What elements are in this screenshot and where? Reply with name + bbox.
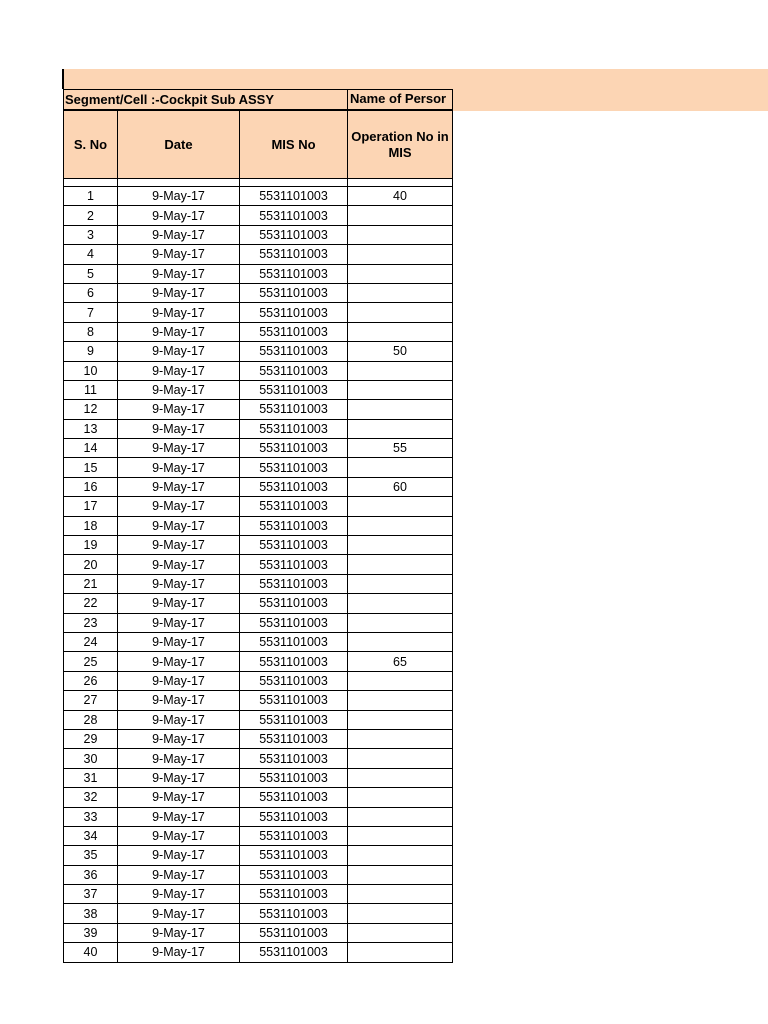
table-row — [64, 788, 453, 807]
operation-no-cell — [348, 555, 453, 574]
sno-cell: 25 — [64, 652, 118, 671]
sno-cell: 20 — [64, 555, 118, 574]
operation-no-cell — [348, 885, 453, 904]
mis-no-cell: 5531101003 — [240, 846, 348, 865]
sno-cell: 29 — [64, 729, 118, 748]
mis-no-cell: 5531101003 — [240, 458, 348, 477]
date-cell: 9-May-17 — [118, 380, 240, 399]
mis-no-cell: 5531101003 — [240, 206, 348, 225]
operation-no-cell — [348, 943, 453, 962]
table-row — [64, 225, 453, 244]
mis-no-cell: 5531101003 — [240, 380, 348, 399]
band-left-border — [62, 69, 64, 89]
date-cell: 9-May-17 — [118, 303, 240, 322]
table-row — [64, 206, 453, 225]
mis-no-cell: 5531101003 — [240, 574, 348, 593]
date-cell: 9-May-17 — [118, 749, 240, 768]
table-row — [64, 885, 453, 904]
operation-no-cell — [348, 361, 453, 380]
sno-cell: 1 — [64, 187, 118, 206]
table-header-row — [64, 111, 453, 179]
mis-no-cell: 5531101003 — [240, 885, 348, 904]
date-cell: 9-May-17 — [118, 245, 240, 264]
operation-no-cell — [348, 788, 453, 807]
date-cell: 9-May-17 — [118, 904, 240, 923]
sno-cell: 40 — [64, 943, 118, 962]
operation-no-cell — [348, 671, 453, 690]
mis-no-cell: 5531101003 — [240, 400, 348, 419]
mis-no-cell: 5531101003 — [240, 807, 348, 826]
operation-no-cell — [348, 516, 453, 535]
segment-cell-label: Segment/Cell :-Cockpit Sub ASSY — [63, 89, 347, 110]
date-cell: 9-May-17 — [118, 826, 240, 845]
table-row — [64, 419, 453, 438]
sno-cell: 10 — [64, 361, 118, 380]
sno-cell: 8 — [64, 322, 118, 341]
operation-no-cell — [348, 729, 453, 748]
date-cell: 9-May-17 — [118, 536, 240, 555]
mis-no-cell: 5531101003 — [240, 768, 348, 787]
sno-cell: 27 — [64, 691, 118, 710]
spacer-cell — [348, 179, 453, 187]
operation-no-cell: 60 — [348, 477, 453, 496]
mis-no-cell: 5531101003 — [240, 613, 348, 632]
date-cell: 9-May-17 — [118, 497, 240, 516]
date-cell: 9-May-17 — [118, 477, 240, 496]
operation-no-cell — [348, 245, 453, 264]
mis-no-cell: 5531101003 — [240, 342, 348, 361]
header-spacer-row — [64, 179, 453, 187]
date-cell: 9-May-17 — [118, 594, 240, 613]
mis-no-cell: 5531101003 — [240, 536, 348, 555]
column-header-sno: S. No — [64, 111, 118, 179]
operation-no-cell — [348, 826, 453, 845]
date-cell: 9-May-17 — [118, 768, 240, 787]
table-row — [64, 768, 453, 787]
operation-no-cell — [348, 400, 453, 419]
sno-cell: 33 — [64, 807, 118, 826]
table-row — [64, 574, 453, 593]
table-row — [64, 342, 453, 361]
table-row — [64, 322, 453, 341]
operation-no-cell — [348, 419, 453, 438]
sno-cell: 12 — [64, 400, 118, 419]
date-cell: 9-May-17 — [118, 671, 240, 690]
operation-no-cell: 55 — [348, 439, 453, 458]
operation-no-cell — [348, 846, 453, 865]
date-cell: 9-May-17 — [118, 458, 240, 477]
date-cell: 9-May-17 — [118, 846, 240, 865]
sno-cell: 22 — [64, 594, 118, 613]
sno-cell: 38 — [64, 904, 118, 923]
table-row — [64, 400, 453, 419]
mis-no-cell: 5531101003 — [240, 497, 348, 516]
date-cell: 9-May-17 — [118, 729, 240, 748]
sno-cell: 37 — [64, 885, 118, 904]
sno-cell: 32 — [64, 788, 118, 807]
sno-cell: 24 — [64, 632, 118, 651]
operation-no-cell — [348, 322, 453, 341]
table-row — [64, 380, 453, 399]
table-row — [64, 264, 453, 283]
mis-no-cell: 5531101003 — [240, 322, 348, 341]
sno-cell: 2 — [64, 206, 118, 225]
operation-no-cell — [348, 380, 453, 399]
table-row — [64, 245, 453, 264]
operation-no-cell — [348, 536, 453, 555]
table-row — [64, 691, 453, 710]
mis-no-cell: 5531101003 — [240, 361, 348, 380]
mis-no-cell: 5531101003 — [240, 477, 348, 496]
sno-cell: 13 — [64, 419, 118, 438]
table-row — [64, 652, 453, 671]
mis-no-cell: 5531101003 — [240, 923, 348, 942]
operation-no-cell — [348, 225, 453, 244]
table-row — [64, 749, 453, 768]
operation-no-cell — [348, 923, 453, 942]
date-cell: 9-May-17 — [118, 225, 240, 244]
table-row — [64, 187, 453, 206]
date-cell: 9-May-17 — [118, 652, 240, 671]
sno-cell: 31 — [64, 768, 118, 787]
operation-no-cell — [348, 303, 453, 322]
sno-cell: 34 — [64, 826, 118, 845]
date-cell: 9-May-17 — [118, 322, 240, 341]
operation-no-cell — [348, 458, 453, 477]
table-row — [64, 865, 453, 884]
mis-no-cell: 5531101003 — [240, 419, 348, 438]
operation-no-cell — [348, 574, 453, 593]
date-cell: 9-May-17 — [118, 283, 240, 302]
table-row — [64, 283, 453, 302]
spacer-cell — [64, 179, 118, 187]
operation-no-cell: 65 — [348, 652, 453, 671]
date-cell: 9-May-17 — [118, 574, 240, 593]
data-table — [63, 110, 453, 963]
table-row — [64, 826, 453, 845]
date-cell: 9-May-17 — [118, 807, 240, 826]
sno-cell: 18 — [64, 516, 118, 535]
mis-no-cell: 5531101003 — [240, 303, 348, 322]
operation-no-cell — [348, 283, 453, 302]
operation-no-cell — [348, 497, 453, 516]
sno-cell: 14 — [64, 439, 118, 458]
date-cell: 9-May-17 — [118, 788, 240, 807]
table-row — [64, 923, 453, 942]
mis-no-cell: 5531101003 — [240, 691, 348, 710]
date-cell: 9-May-17 — [118, 419, 240, 438]
mis-no-cell: 5531101003 — [240, 865, 348, 884]
mis-no-cell: 5531101003 — [240, 594, 348, 613]
mis-no-cell: 5531101003 — [240, 632, 348, 651]
sno-cell: 9 — [64, 342, 118, 361]
date-cell: 9-May-17 — [118, 555, 240, 574]
mis-no-cell: 5531101003 — [240, 439, 348, 458]
date-cell: 9-May-17 — [118, 923, 240, 942]
table-row — [64, 303, 453, 322]
sno-cell: 21 — [64, 574, 118, 593]
date-cell: 9-May-17 — [118, 885, 240, 904]
table-row — [64, 536, 453, 555]
table-row — [64, 943, 453, 962]
mis-no-cell: 5531101003 — [240, 788, 348, 807]
sno-cell: 7 — [64, 303, 118, 322]
sno-cell: 39 — [64, 923, 118, 942]
column-header-operation-no: Operation No in MIS — [348, 111, 453, 179]
mis-no-cell: 5531101003 — [240, 710, 348, 729]
table-row — [64, 632, 453, 651]
operation-no-cell — [348, 691, 453, 710]
operation-no-cell — [348, 768, 453, 787]
date-cell: 9-May-17 — [118, 865, 240, 884]
sno-cell: 4 — [64, 245, 118, 264]
operation-no-cell: 50 — [348, 342, 453, 361]
mis-no-cell: 5531101003 — [240, 225, 348, 244]
operation-no-cell — [348, 206, 453, 225]
spacer-cell — [118, 179, 240, 187]
date-cell: 9-May-17 — [118, 187, 240, 206]
person-name-label: Name of Persor — [347, 89, 453, 110]
sno-cell: 35 — [64, 846, 118, 865]
sno-cell: 23 — [64, 613, 118, 632]
sno-cell: 16 — [64, 477, 118, 496]
sno-cell: 30 — [64, 749, 118, 768]
mis-no-cell: 5531101003 — [240, 826, 348, 845]
table-row — [64, 671, 453, 690]
mis-no-cell: 5531101003 — [240, 749, 348, 768]
mis-no-cell: 5531101003 — [240, 652, 348, 671]
mis-no-cell: 5531101003 — [240, 283, 348, 302]
mis-no-cell: 5531101003 — [240, 187, 348, 206]
sno-cell: 3 — [64, 225, 118, 244]
operation-no-cell — [348, 749, 453, 768]
sno-cell: 26 — [64, 671, 118, 690]
date-cell: 9-May-17 — [118, 516, 240, 535]
table-row — [64, 846, 453, 865]
operation-no-cell — [348, 865, 453, 884]
sno-cell: 11 — [64, 380, 118, 399]
mis-no-cell: 5531101003 — [240, 264, 348, 283]
date-cell: 9-May-17 — [118, 691, 240, 710]
table-row — [64, 555, 453, 574]
sno-cell: 5 — [64, 264, 118, 283]
sno-cell: 28 — [64, 710, 118, 729]
table-row — [64, 458, 453, 477]
sno-cell: 36 — [64, 865, 118, 884]
column-header-date: Date — [118, 111, 240, 179]
date-cell: 9-May-17 — [118, 361, 240, 380]
date-cell: 9-May-17 — [118, 943, 240, 962]
date-cell: 9-May-17 — [118, 632, 240, 651]
sno-cell: 15 — [64, 458, 118, 477]
mis-no-cell: 5531101003 — [240, 555, 348, 574]
mis-no-cell: 5531101003 — [240, 943, 348, 962]
table-row — [64, 594, 453, 613]
sno-cell: 19 — [64, 536, 118, 555]
sno-cell: 6 — [64, 283, 118, 302]
date-cell: 9-May-17 — [118, 710, 240, 729]
date-cell: 9-May-17 — [118, 264, 240, 283]
mis-no-cell: 5531101003 — [240, 671, 348, 690]
operation-no-cell: 40 — [348, 187, 453, 206]
table-row — [64, 361, 453, 380]
date-cell: 9-May-17 — [118, 400, 240, 419]
table-row — [64, 439, 453, 458]
table-row — [64, 710, 453, 729]
date-cell: 9-May-17 — [118, 613, 240, 632]
mis-no-cell: 5531101003 — [240, 904, 348, 923]
table-row — [64, 807, 453, 826]
operation-no-cell — [348, 594, 453, 613]
table-row — [64, 516, 453, 535]
operation-no-cell — [348, 710, 453, 729]
date-cell: 9-May-17 — [118, 439, 240, 458]
date-cell: 9-May-17 — [118, 206, 240, 225]
table-row — [64, 729, 453, 748]
operation-no-cell — [348, 613, 453, 632]
column-header-mis-no: MIS No — [240, 111, 348, 179]
table-row — [64, 477, 453, 496]
spacer-cell — [240, 179, 348, 187]
mis-no-cell: 5531101003 — [240, 516, 348, 535]
table-row — [64, 904, 453, 923]
operation-no-cell — [348, 904, 453, 923]
date-cell: 9-May-17 — [118, 342, 240, 361]
table-row — [64, 613, 453, 632]
operation-no-cell — [348, 264, 453, 283]
table-row — [64, 497, 453, 516]
operation-no-cell — [348, 807, 453, 826]
mis-no-cell: 5531101003 — [240, 245, 348, 264]
sno-cell: 17 — [64, 497, 118, 516]
operation-no-cell — [348, 632, 453, 651]
mis-no-cell: 5531101003 — [240, 729, 348, 748]
